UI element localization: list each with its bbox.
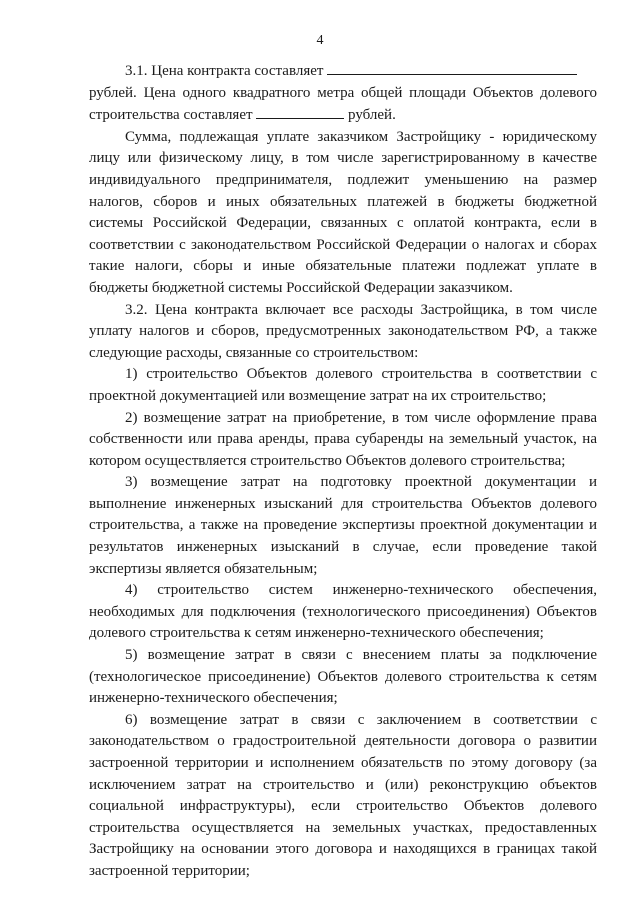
document-body (89, 60, 597, 883)
paragraph-3-1-line2-end: рублей. (348, 107, 396, 124)
list-item-1: 1) строительство Объектов долевого строительства в соответствии с проектной документацией или возмещение затрат на их строительство; (89, 366, 597, 404)
list-item-3: 3) возмещение затрат на подготовку проектной документации и выполнение инженерных изысканий для строительства Объектов долевого строительства, а также на проведение экспертизы проектной документации и результатов инженерных изысканий в случае, если проведение такой экспертизы является обязательным; (89, 474, 597, 577)
contract-price-blank[interactable] (327, 60, 577, 75)
page-number: 4 (316, 33, 324, 48)
paragraph-3-1 (89, 60, 597, 127)
list-item-2: 2) возмещение затрат на приобретение, в том числе оформление права собственности или права аренды, права субаренды на земельный участок, на котором осуществляется строительство Объектов долевого строительства; (89, 409, 597, 469)
list-item-6: 6) возмещение затрат в связи с заключением в соответствии с законодательством о градостроительной деятельности договора о развитии застроенной территории и исполнением обязательств по этому договору (за исключением затрат на строительство и (или) реконструкцию объектов социальной инфраструктуры), если строительство Объектов долевого строительства осуществляется на земельных участках, предоставленных Застройщику на основании этого договора и находящихся в границах такой застроенной территории; (89, 711, 597, 879)
paragraph-3-1-line2: рублей. Цена одного квадратного метра общей площади Объектов долевого строительства составляет (89, 84, 597, 124)
paragraph-3-2: 3.2. Цена контракта включает все расходы Застройщика, в том числе уплату налогов и сборов, предусмотренных законодательством РФ, а также следующие расходы, связанные со строительством: (89, 301, 597, 361)
paragraph-tax-reduction: Сумма, подлежащая уплате заказчиком Застройщику - юридическому лицу или физическому лицу, в том числе зарегистрированному в качестве индивидуального предпринимателя, подлежит уменьшению на размер налогов, сборов и иных обязательных платежей в бюджеты бюджетной системы Российской Федерации, связанных с оплатой контракта, если в соответствии с законодательством Российской Федерации о налогах и сборах такие налоги, сборы и иные обязательные платежи подлежат уплате в бюджеты бюджетной системы Российской Федерации заказчиком. (89, 128, 597, 296)
list-item-4: 4) строительство систем инженерно-технического обеспечения, необходимых для подключения (технологического присоединения) Объектов долевого строительства к сетям инженерно-технического обеспечения; (89, 582, 597, 642)
price-per-sqm-blank[interactable] (256, 104, 344, 119)
list-item-5: 5) возмещение затрат в связи с внесением платы за подключение (технологическое присоединение) Объектов долевого строительства к сетям инженерно-технического обеспечения; (89, 647, 597, 707)
paragraph-3-1-text: 3.1. Цена контракта составляет (125, 63, 324, 79)
